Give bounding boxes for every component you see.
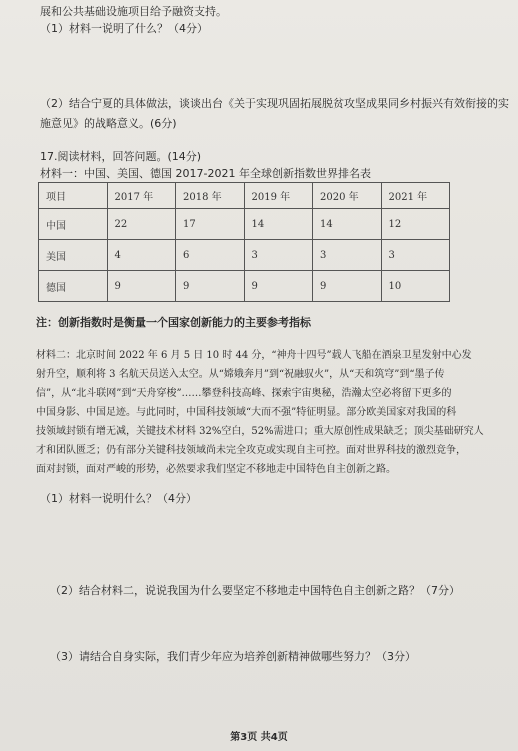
table-cell: 12 [381,209,450,240]
table-header-cell: 项目 [39,183,108,209]
continued-text: 展和公共基础设施项目给予融资支持。 [40,5,227,18]
table-row-china [39,209,450,240]
table-header-cell: 2020 年 [313,183,382,209]
table-cell: 美国 [39,240,108,271]
table-cell: 9 [176,271,245,302]
table-header-cell: 2017 年 [107,183,176,209]
material-2-line: 射升空，顺利将 3 名航天员送入太空。从“嫦娥奔月”到“祝融驭火”，从“天和筑穹”到“墨子传 [36,369,445,380]
table-header-row [39,183,450,209]
material-2-line: 中国身影、中国足迹。与此同时，中国科技领域“大而不强”特征明显。部分欧美国家对我国的科 [36,407,457,418]
table-row-germany [39,271,450,302]
question-17-1: （1）材料一说明什么？（4分） [40,492,197,505]
material-2-line: 面对封锁，面对严峻的形势，必然要求我们坚定不移地走中国特色自主创新之路。 [36,464,396,475]
table-row-usa [39,240,450,271]
ranking-table [38,182,450,302]
table-cell: 3 [313,240,382,271]
question-17-3: （3）请结合自身实际，我们青少年应为培养创新精神做哪些努力？（3分） [50,650,416,663]
table-header-cell: 2018 年 [176,183,245,209]
table-cell: 3 [244,240,313,271]
question-16-2-line1: （2）结合宁夏的具体做法，谈谈出台《关于实现巩固拓展脱贫攻坚成果同乡村振兴有效衔接的实 [40,97,509,110]
material-1-caption: 材料一：中国、美国、德国 2017-2021 年全球创新指数世界排名表 [40,167,371,180]
page-footer: 第3页 共4页 [230,732,288,743]
material-2-line: 材料二：北京时间 2022 年 6 月 5 日 10 时 44 分，“神舟十四号”载人飞船在酒泉卫星发射中心发 [36,350,472,361]
material-2-line: 技领域封锁有增无减，关键技术材料 32%空白，52%需进口；重大原创性成果缺乏；顶尖基础研究人 [36,426,484,437]
table-header-cell: 2019 年 [244,183,313,209]
table-cell: 9 [244,271,313,302]
table-cell: 14 [313,209,382,240]
table-cell: 17 [176,209,245,240]
table-cell: 中国 [39,209,108,240]
question-16-2-line2: 施意见》的战略意义。(6分) [40,117,177,130]
table-note: 注：创新指数时是衡量一个国家创新能力的主要参考指标 [36,316,311,329]
question-16-1: （1）材料一说明了什么？（4分） [40,22,208,35]
table-cell: 14 [244,209,313,240]
table-cell: 22 [107,209,176,240]
table-cell: 德国 [39,271,108,302]
question-17-2: （2）结合材料二，说说我国为什么要坚定不移地走中国特色自主创新之路？（7分） [50,584,460,597]
table-cell: 10 [381,271,450,302]
table-cell: 9 [313,271,382,302]
table-cell: 9 [107,271,176,302]
table-cell: 3 [381,240,450,271]
question-17-title: 17.阅读材料，回答问题。(14分) [40,150,202,163]
table-cell: 4 [107,240,176,271]
table-header-cell: 2021 年 [381,183,450,209]
material-2-paragraph [36,346,486,479]
material-2-line: 才和团队匮乏；仍有部分关键科技领域尚未完全攻克或实现自主可控。面对世界科技的激烈竞争， [36,445,466,456]
table-cell: 6 [176,240,245,271]
material-2-line: 信”，从“北斗联网”到“天舟穿梭”……攀登科技高峰、探索宇宙奥秘，浩瀚太空必将留下更多的 [36,388,452,399]
